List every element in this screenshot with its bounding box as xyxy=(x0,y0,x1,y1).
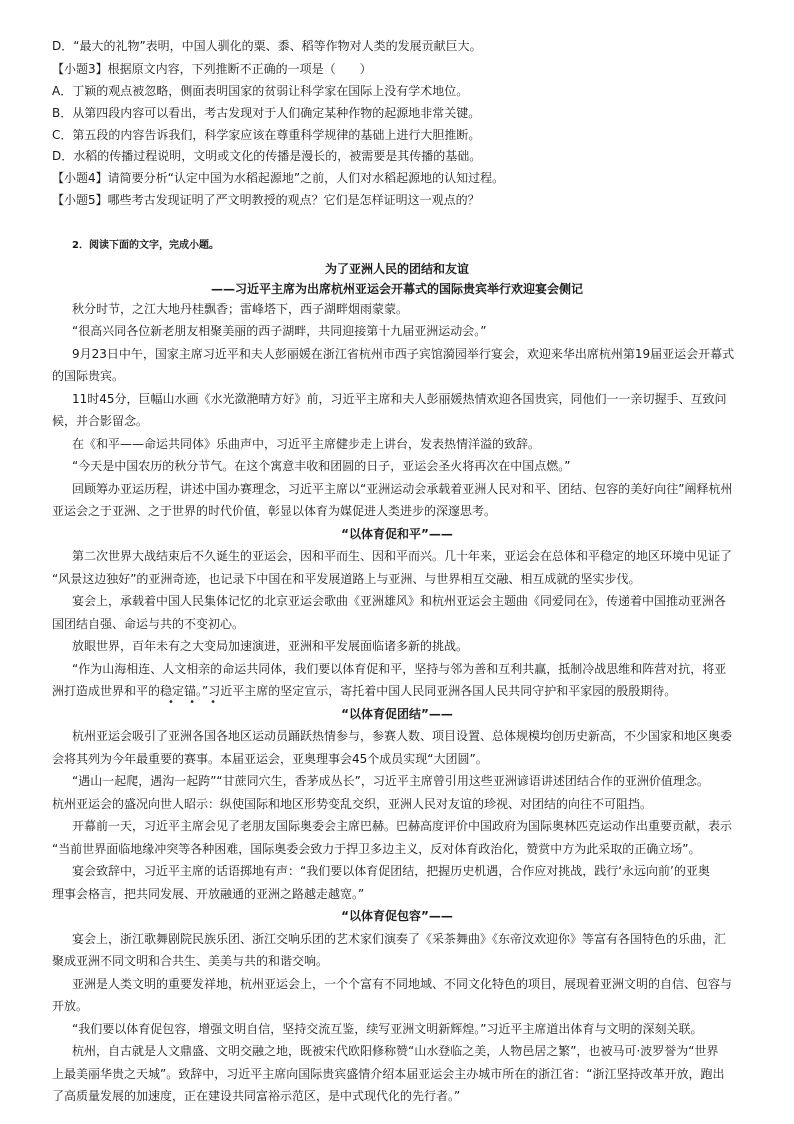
paragraph: “今天是中国农历的秋分节气。在这个寓意丰收和团圆的日子，亚运会圣火将再次在中国点燃。” xyxy=(72,459,571,473)
paragraph: “遇山一起爬，遇沟一起跨”“甘蔗同穴生，香茅成丛长”，习近平主席曾引用这些亚洲谚语讲述团结合作的亚洲价值理念。 xyxy=(72,774,709,788)
paragraph: 宴会致辞中，习近平主席的话语掷地有声：“我们要以体育促团结，把握历史机遇，合作应对挑战，践行‘永远向前’的亚奥 xyxy=(72,864,710,878)
paragraph-cont: 的国际贵宾。 xyxy=(52,369,125,383)
paragraph-cont: “当前世界面临地缘冲突等各种困难，国际奥委会致力于捍卫多边主义，反对体育政治化，赞赏中方为此采取的正确立场”。 xyxy=(52,842,701,856)
section-2-instruction: 2．阅读下面的文字，完成小题。 xyxy=(72,240,219,251)
section-heading-peace: “以体育促和平”—— xyxy=(341,527,453,541)
paragraph: 亚洲是人类文明的重要发祥地，杭州亚运会上，一个个富有不同地域、不同文化特色的项目，展现着亚洲文明的自信、包容与 xyxy=(72,977,733,991)
paragraph: “我们要以体育促包容，增强文明自信，坚持交流互鉴，续写亚洲文明新辉煌。”习近平主席道出体育与文明的深刻关联。 xyxy=(72,1022,703,1036)
emphasis-dots: • • • xyxy=(168,697,223,708)
option-a-q3: A．丁颖的观点被忽略，侧面表明国家的贫弱让科学家在国际上没有学术地位。 xyxy=(52,84,469,98)
option-d-q3: D．水稻的传播过程说明，文明或文化的传播是漫长的，被需要是其传播的基础。 xyxy=(52,149,482,163)
article-title: 为了亚洲人民的团结和友谊 xyxy=(324,262,469,276)
paragraph-cont: 杭州亚运会的盛况向世人昭示：纵使国际和地区形势变乱交织，亚洲人民对友谊的珍视、对团结的向往不可阻挡。 xyxy=(52,797,653,811)
paragraph: 第二次世界大战结束后不久诞生的亚运会，因和平而生、因和平而兴。几十年来，亚运会在总体和平稳定的地区环境中见证了 xyxy=(72,549,733,563)
paragraph-cont: 上最美丽华贵之天城”。致辞中，习近平主席向国际贵宾盛情介绍本届亚运会主办城市所在的浙江省：“浙江坚持改革开放，跑出 xyxy=(52,1067,725,1081)
paragraph: 杭州，自古就是人文鼎盛、文明交融之地，既被宋代欧阳修称赞“山水登临之美，人物邑居之繁”，也被马可·波罗誉为“世界 xyxy=(72,1044,719,1058)
paragraph: 9月23日中午，国家主席习近平和夫人彭丽媛在浙江省杭州市西子宾馆漪园举行宴会，欢迎来华出席杭州第19届亚运会开幕式 xyxy=(72,347,735,361)
paragraph-cont: 候，并合影留念。 xyxy=(52,414,149,428)
article-subtitle: ——习近平主席为出席杭州亚运会开幕式的国际贵宾举行欢迎宴会侧记 xyxy=(210,282,583,296)
paragraph: 秋分时节，之江大地丹桂飘香；雷峰塔下，西子湖畔烟雨蒙蒙。 xyxy=(72,302,409,316)
option-c-q3: C．第五段的内容告诉我们，科学家应该在尊重科学规律的基础上进行大胆推断。 xyxy=(52,128,481,142)
option-d-q2: D．“最大的礼物”表明，中国人驯化的粟、黍、稻等作物对人类的发展贡献巨大。 xyxy=(52,39,482,53)
question-5: 【小题5】哪些考古发现证明了严文明教授的观点？它们是怎样证明这一观点的？ xyxy=(52,193,480,207)
option-b-q3: B．从第四段内容可以看出，考古发现对于人们确定某种作物的起源地非常关键。 xyxy=(52,106,481,120)
paragraph-cont: 聚成亚洲不同文明和合共生、美美与共的和谐交响。 xyxy=(52,954,329,968)
paragraph: 回顾筹办亚运历程，讲述中国办赛理念，习近平主席以“亚洲运动会承载着亚洲人民对和平、团结、包容的美好向往”阐释杭州 xyxy=(72,482,733,496)
paragraph: 宴会上，浙江歌舞剧院民族乐团、浙江交响乐团的艺术家们演奏了《采茶舞曲》《东帝汶欢迎你》等富有各国特色的乐曲，汇 xyxy=(72,932,727,946)
paragraph-cont: 亚运会之于亚洲、之于世界的时代价值，彰显以体育为媒促进人类进步的深邃思考。 xyxy=(52,504,497,518)
paragraph: 放眼世界，百年未有之大变局加速演进，亚洲和平发展面临诸多新的挑战。 xyxy=(72,639,469,653)
paragraph: 在《和平——命运共同体》乐曲声中，习近平主席健步走上讲台，发表热情洋溢的致辞。 xyxy=(72,437,541,451)
question-4: 【小题4】请简要分析“认定中国为水稻起源地”之前，人们对水稻起源地的认知过程。 xyxy=(52,171,505,185)
question-3: 【小题3】根据原文内容，下列推断不正确的一项是（ ） xyxy=(52,62,372,76)
paragraph-cont: 洲打造成世界和平的稳定锚。”习近平主席的坚定宣示，寄托着中国人民同亚洲各国人民共同守护和平家园的殷殷期待。 xyxy=(52,684,677,698)
paragraph-cont: “风景这边独好”的亚洲奇迹，也记录下中国在和平发展道路上与亚洲、与世界相互交融、相互成就的坚实步伐。 xyxy=(52,572,641,586)
paragraph-cont: 开放。 xyxy=(52,999,89,1013)
paragraph-cont: 理事会格言，把共同发展、开放融通的亚洲之路越走越宽。” xyxy=(52,887,365,901)
paragraph-cont: 国团结自强、命运与共的不变初心。 xyxy=(52,617,245,631)
paragraph: 开幕前一天，习近平主席会见了老朋友国际奥委会主席巴赫。巴赫高度评价中国政府为国际奥林匹克运动作出重要贡献，表示 xyxy=(72,819,733,833)
section-heading-inclusion: “以体育促包容”—— xyxy=(341,909,453,923)
paragraph: “很高兴同各位新老朋友相聚美丽的西子湖畔，共同迎接第十九届亚洲运动会。” xyxy=(72,324,487,338)
section-heading-unity: “以体育促团结”—— xyxy=(341,707,453,721)
paragraph: 杭州亚运会吸引了亚洲各国各地区运动员踊跃热情参与，参赛人数、项目设置、总体规模均创历史新高，不少国家和地区奥委 xyxy=(72,729,733,743)
paragraph: “作为山海相连、人文相亲的命运共同体，我们要以体育促和平，坚持与邻为善和互利共赢，抵制冷战思维和阵营对抗，将亚 xyxy=(72,662,727,676)
paragraph-cont: 会将其列为今年最重要的赛事。本届亚运会，亚奥理事会45个成员实现“大团圆”。 xyxy=(52,752,488,766)
paragraph: 11时45分，巨幅山水画《水光潋滟晴方好》前，习近平主席和夫人彭丽媛热情欢迎各国贵宾，同他们一一亲切握手、互致问 xyxy=(72,392,727,406)
paragraph-cont: 了高质量发展的加速度，正在建设共同富裕示范区，是中式现代化的先行者。” xyxy=(52,1089,461,1103)
paragraph: 宴会上，承载着中国人民集体记忆的北京亚运会歌曲《亚洲雄风》和杭州亚运会主题曲《同爱同在》，传递着中国推动亚洲各 xyxy=(72,594,727,608)
